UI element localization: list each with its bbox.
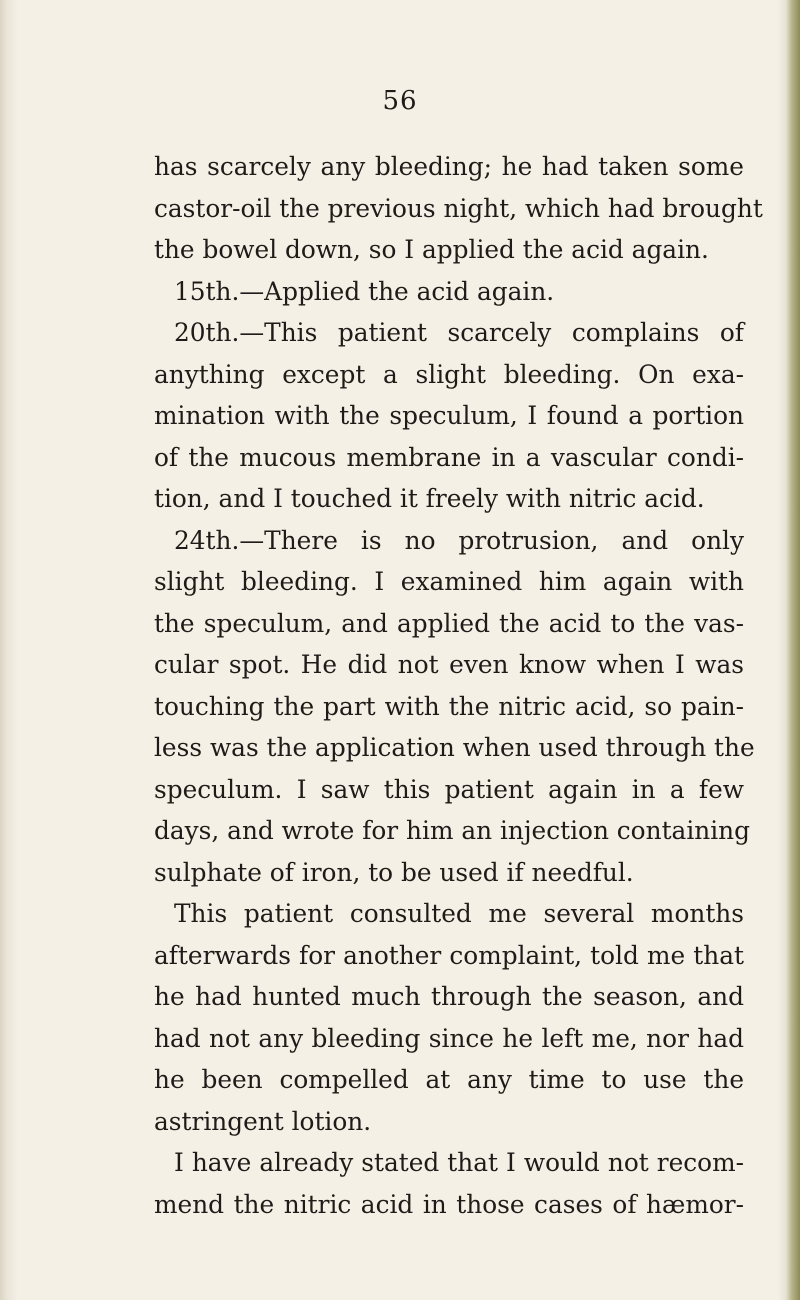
text-line: 20th.—This patient scarcely complains of bbox=[174, 318, 744, 347]
text-line: 15th.—Applied the acid again. bbox=[174, 276, 555, 306]
page-number: 56 bbox=[382, 86, 418, 116]
text-line: This patient consulted me several months bbox=[174, 899, 744, 928]
text-line: had not any bleeding since he left me, nor had bbox=[154, 1023, 744, 1053]
text-line: he had hunted much through the season, and bbox=[154, 982, 744, 1011]
text-line: castor-oil the previous night, which had brought bbox=[154, 193, 763, 223]
text-line: 24th.—There is no protrusion, and only bbox=[174, 525, 744, 555]
body-text bbox=[154, 146, 763, 1225]
text-line: the bowel down, so I applied the acid again. bbox=[154, 235, 709, 264]
text-line: mend the nitric acid in those cases of hæmor- bbox=[154, 1189, 744, 1219]
text-line: speculum. I saw this patient again in a few bbox=[154, 774, 744, 804]
text-line: the speculum, and applied the acid to the vas- bbox=[154, 608, 744, 638]
text-line: sulphate of iron, to be used if needful. bbox=[154, 857, 634, 887]
text-line: of the mucous membrane in a vascular condi- bbox=[154, 442, 744, 472]
text-line: less was the application when used through the bbox=[154, 733, 755, 762]
text-line: afterwards for another complaint, told me that bbox=[154, 940, 744, 970]
text-line: he been compelled at any time to use the bbox=[154, 1065, 744, 1094]
text-line: slight bleeding. I examined him again with bbox=[154, 567, 744, 596]
page-right-edge bbox=[786, 0, 800, 1300]
page-left-edge bbox=[0, 0, 8, 1300]
text-line: days, and wrote for him an injection containing bbox=[154, 816, 751, 845]
text-line: anything except a slight bleeding. On exa- bbox=[154, 359, 744, 389]
text-line: I have already stated that I would not recom- bbox=[174, 1148, 744, 1177]
text-line: cular spot. He did not even know when I was bbox=[154, 650, 744, 679]
text-line: touching the part with the nitric acid, so pain- bbox=[154, 691, 744, 721]
text-line: has scarcely any bleeding; he had taken some bbox=[154, 152, 744, 181]
text-line: mination with the speculum, I found a portion bbox=[154, 401, 744, 430]
text-line: tion, and I touched it freely with nitric acid. bbox=[154, 484, 705, 513]
text-line: astringent lotion. bbox=[154, 1106, 372, 1136]
